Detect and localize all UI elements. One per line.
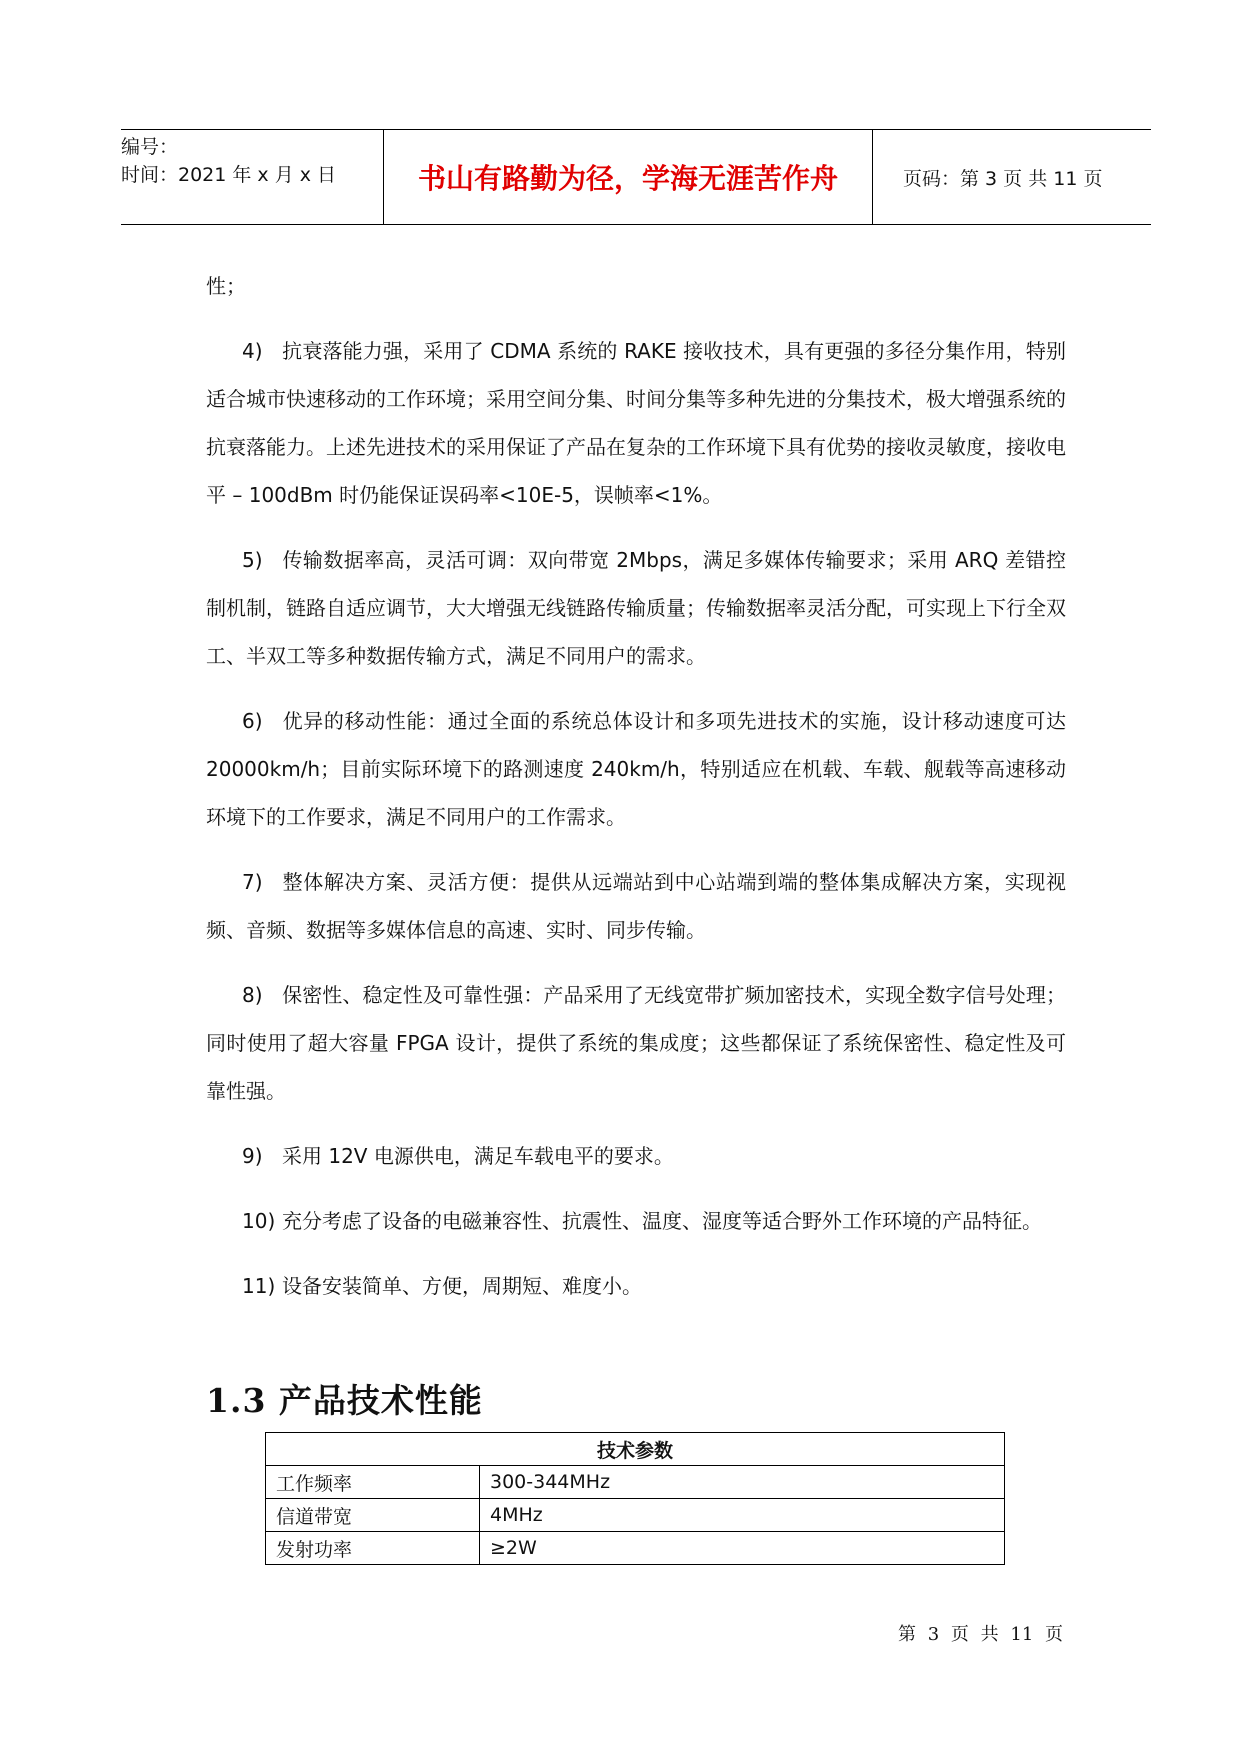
table-header: 技术参数 [266,1433,1005,1466]
item-text: 采用 12V 电源供电，满足车载电平的要求。 [282,1144,674,1168]
item-text: 整体解决方案、灵活方便：提供从远端站到中心站端到端的整体集成解决方案，实现视频、音频、数据等多媒体信息的高速、实时、同步传输。 [206,870,1066,942]
item-number: 7) [242,870,263,894]
document-date: 时间：2021 年 x 月 x 日 [121,164,337,186]
list-item [206,697,1066,841]
tech-params-table [265,1432,1005,1565]
table-row [266,1466,1005,1499]
list-item [206,1132,1066,1180]
list-item [206,536,1066,680]
param-name: 发射功率 [266,1532,480,1565]
list-item [206,1262,1066,1310]
list-item [206,327,1066,519]
section-heading: 1.3 产品技术性能 [206,1381,483,1420]
list-item [206,971,1066,1115]
param-value: 300-344MHz [480,1466,1005,1499]
item-number: 4) [242,339,263,363]
item-text: 传输数据率高，灵活可调：双向带宽 2Mbps，满足多媒体传输要求；采用 ARQ 差错控制机制，链路自适应调节，大大增强无线链路传输质量；传输数据率灵活分配，可实现上下行全双工、半双工等多种数据传输方式，满足不同用户的需求。 [206,548,1066,668]
item-number: 5) [242,548,263,572]
item-text: 保密性、稳定性及可靠性强：产品采用了无线宽带扩频加密技术，实现全数字信号处理；同时使用了超大容量 FPGA 设计，提供了系统的集成度；这些都保证了系统保密性、稳定性及可靠性强。 [206,983,1066,1103]
list-item [206,858,1066,954]
document-number-label: 编号： [121,136,179,158]
header-motto: 书山有路勤为径，学海无涯苦作舟 [383,130,873,224]
item-number: 11) [242,1274,276,1298]
document-body [206,262,1066,1310]
item-text: 抗衰落能力强，采用了 CDMA 系统的 RAKE 接收技术，具有更强的多径分集作用，特别适合城市快速移动的工作环境；采用空间分集、时间分集等多种先进的分集技术，极大增强系统的抗衰落能力。上述先进技术的采用保证了产品在复杂的工作环境下具有优势的接收灵敏度，接收电平 – 100dBm 时仍能保证误码率<10E-5，误帧率<1%。 [206,339,1066,507]
page-header [121,129,1151,225]
table-row [266,1532,1005,1565]
item-text: 优异的移动性能：通过全面的系统总体设计和多项先进技术的实施，设计移动速度可达 20000km/h；目前实际环境下的路测速度 240km/h，特别适应在机载、车载、舰载等高速移动环境下的工作要求，满足不同用户的工作需求。 [206,709,1066,829]
item-number: 9) [242,1144,263,1168]
item-text: 设备安装简单、方便，周期短、难度小。 [282,1274,642,1298]
param-value: ≥2W [480,1532,1005,1565]
item-number: 8) [242,983,263,1007]
item-text: 充分考虑了设备的电磁兼容性、抗震性、温度、湿度等适合野外工作环境的产品特征。 [282,1209,1042,1233]
param-name: 信道带宽 [266,1499,480,1532]
list-item [206,1197,1066,1245]
header-page-info: 页码：第 3 页 共 11 页 [903,167,1103,190]
table-row [266,1499,1005,1532]
param-name: 工作频率 [266,1466,480,1499]
item-number: 10) [242,1209,276,1233]
table-header-row [266,1433,1005,1466]
item-number: 6) [242,709,263,733]
header-meta [121,130,379,224]
param-value: 4MHz [480,1499,1005,1532]
continuation-text: 性； [206,274,246,298]
page-footer: 第 3 页 共 11 页 [898,1624,1063,1645]
